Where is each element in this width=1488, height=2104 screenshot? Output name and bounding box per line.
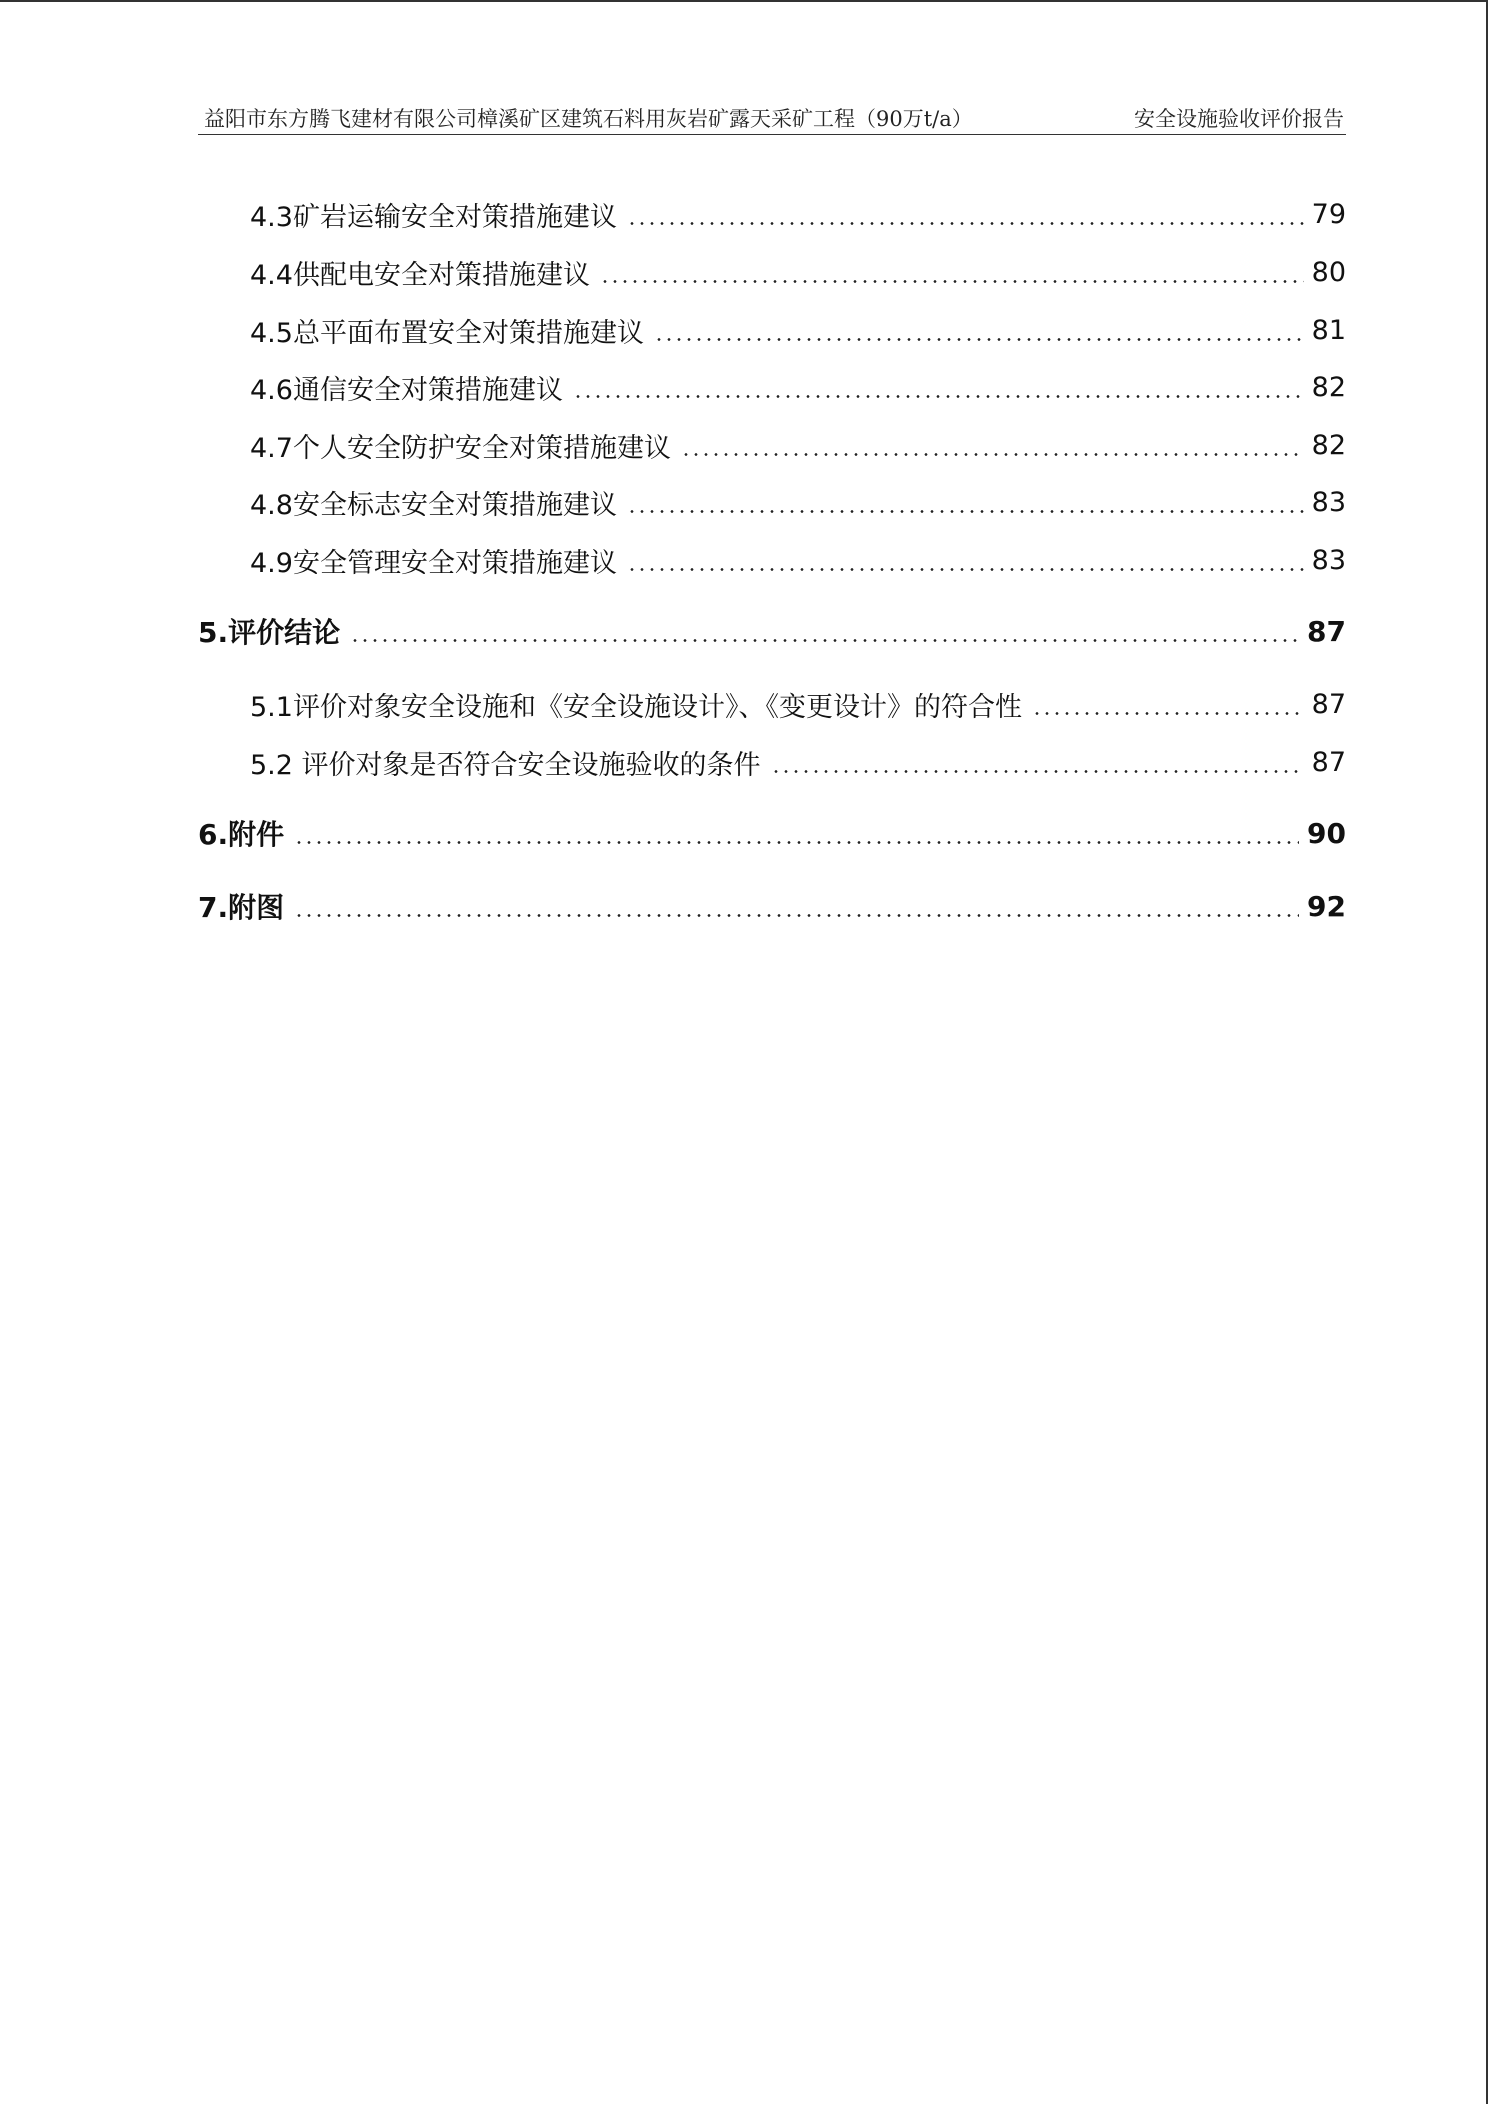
toc-page-number: 80 bbox=[1311, 256, 1346, 288]
toc-entry-title: 4.3矿岩运输安全对策措施建议 bbox=[250, 201, 617, 233]
toc-page-number: 87 bbox=[1307, 614, 1346, 648]
toc-dot-leader bbox=[627, 540, 1304, 580]
toc-dot-leader bbox=[600, 252, 1304, 292]
toc-dot-leader bbox=[1032, 684, 1304, 724]
toc-entry-title: 4.5总平面布置安全对策措施建议 bbox=[250, 317, 644, 349]
toc-dot-leader bbox=[573, 367, 1304, 407]
toc-entry-title: 4.8安全标志安全对策措施建议 bbox=[250, 489, 617, 521]
toc-page-number: 87 bbox=[1311, 688, 1346, 720]
toc-dot-leader bbox=[294, 886, 1299, 926]
toc-entry-title: 7.附图 bbox=[198, 891, 285, 924]
toc-entry-5[interactable] bbox=[198, 611, 1346, 651]
toc-page-number: 87 bbox=[1311, 746, 1346, 778]
toc-entry-title: 5.2 评价对象是否符合安全设施验收的条件 bbox=[250, 749, 761, 781]
toc-entry-6[interactable] bbox=[198, 813, 1346, 853]
toc-entry-4-9[interactable] bbox=[198, 540, 1346, 580]
running-header bbox=[198, 104, 1346, 135]
toc-page-number: 82 bbox=[1311, 371, 1346, 403]
toc-page-number: 79 bbox=[1311, 198, 1346, 230]
toc-dot-leader bbox=[294, 813, 1299, 853]
toc-entry-7[interactable] bbox=[198, 886, 1346, 926]
toc-dot-leader bbox=[681, 425, 1304, 465]
toc-page-number: 83 bbox=[1311, 486, 1346, 518]
toc-entry-5-1[interactable] bbox=[198, 684, 1346, 724]
toc-entry-4-5[interactable] bbox=[198, 310, 1346, 350]
toc-entry-4-3[interactable] bbox=[198, 194, 1346, 234]
toc-page-number: 90 bbox=[1307, 816, 1346, 850]
toc-entry-title: 6.附件 bbox=[198, 818, 285, 851]
toc-entry-4-6[interactable] bbox=[198, 367, 1346, 407]
toc-entry-4-7[interactable] bbox=[198, 425, 1346, 465]
toc-entry-4-4[interactable] bbox=[198, 252, 1346, 292]
toc-entry-5-2[interactable] bbox=[198, 742, 1346, 782]
toc-entry-4-8[interactable] bbox=[198, 482, 1346, 522]
header-report-title: 安全设施验收评价报告 bbox=[1134, 107, 1344, 131]
toc-page-number: 82 bbox=[1311, 429, 1346, 461]
toc-entry-title: 5.评价结论 bbox=[198, 616, 341, 649]
toc-dot-leader bbox=[627, 482, 1304, 522]
toc-page-number: 81 bbox=[1311, 314, 1346, 346]
page-border-top bbox=[0, 0, 1488, 2]
toc-dot-leader bbox=[771, 742, 1304, 782]
toc-entry-title: 4.4供配电安全对策措施建议 bbox=[250, 259, 590, 291]
toc-page-number: 83 bbox=[1311, 544, 1346, 576]
toc-entry-title: 5.1评价对象安全设施和《安全设施设计》、《变更设计》的符合性 bbox=[250, 691, 1022, 723]
toc-entry-title: 4.6通信安全对策措施建议 bbox=[250, 374, 563, 406]
toc-entry-title: 4.9安全管理安全对策措施建议 bbox=[250, 547, 617, 579]
toc-entry-title: 4.7个人安全防护安全对策措施建议 bbox=[250, 432, 671, 464]
toc-page-number: 92 bbox=[1307, 889, 1346, 923]
header-project-title: 益阳市东方腾飞建材有限公司樟溪矿区建筑石料用灰岩矿露天采矿工程（90万t/a） bbox=[204, 107, 973, 131]
toc-dot-leader bbox=[654, 310, 1304, 350]
toc-dot-leader bbox=[627, 194, 1304, 234]
toc-dot-leader bbox=[350, 611, 1299, 651]
